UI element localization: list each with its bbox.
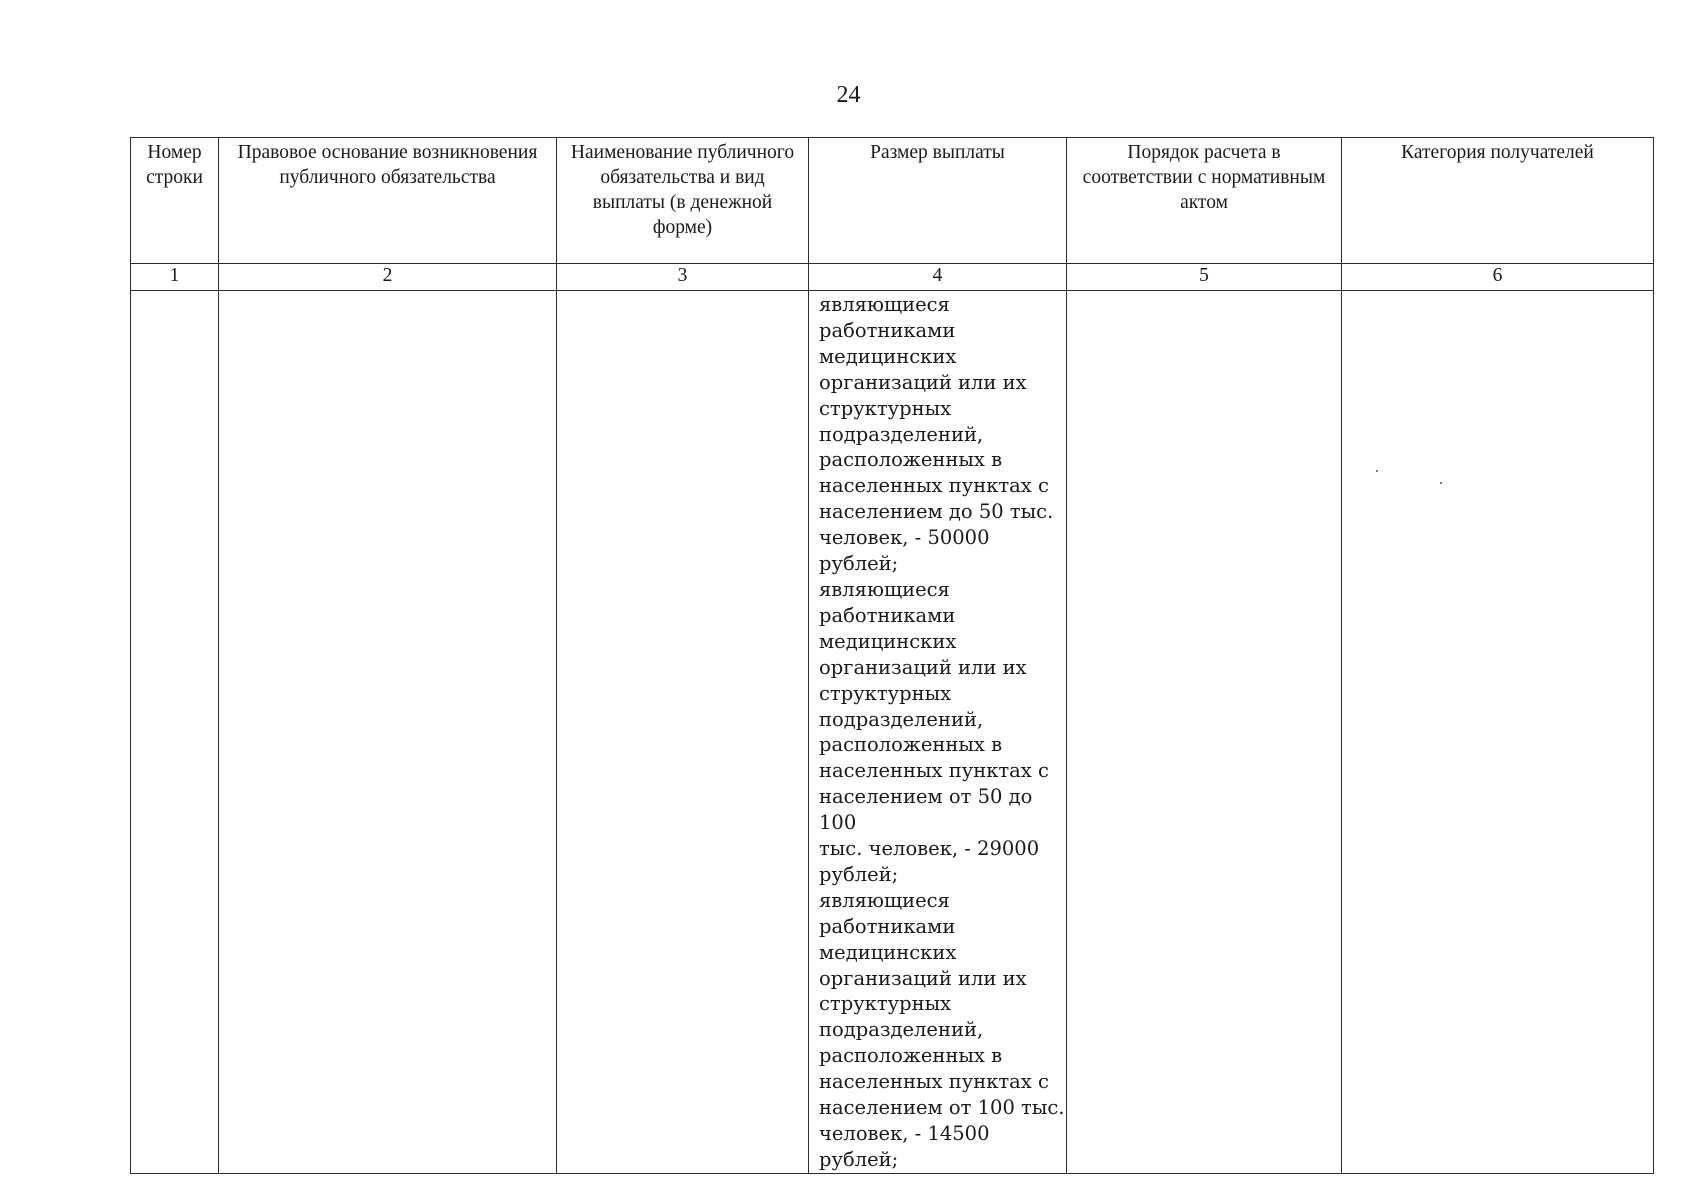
column-number: 5: [1067, 264, 1342, 291]
payment-size-item: являющиеся работниками медицинских организаций или их структурных подразделений, расположенных в населенных пунктах с населением до 50 тыс. человек, - 50000 рублей;: [819, 293, 1054, 576]
payments-table: [130, 137, 1654, 1174]
column-number: 6: [1342, 264, 1654, 291]
column-number: 2: [219, 264, 557, 291]
header-obligation-name: Наименование публичного обязательства и вид выплаты (в денежной форме): [557, 138, 809, 264]
scan-speck: [1376, 470, 1378, 472]
column-number: 4: [809, 264, 1067, 291]
payment-size-item: являющиеся работниками медицинских организаций или их структурных подразделений, расположенных в населенных пунктах с населением от 100 тыс. человек, - 14500 рублей;: [819, 888, 1065, 1171]
cell-row-number: [131, 291, 219, 1174]
header-payment-size: Размер выплаты: [809, 138, 1067, 264]
scan-speck: [1440, 482, 1442, 484]
header-legal-basis: Правовое основание возникновения публичного обязательства: [219, 138, 557, 264]
cell-payment-size: [809, 291, 1067, 1174]
table-header-row: [131, 138, 1654, 264]
cell-recipient-category: [1342, 291, 1654, 1174]
cell-calculation-procedure: [1067, 291, 1342, 1174]
column-number: 3: [557, 264, 809, 291]
header-recipient-category: Категория получателей: [1342, 138, 1654, 264]
page-number: 24: [836, 82, 861, 108]
payment-size-item: являющиеся работниками медицинских организаций или их структурных подразделений, расположенных в населенных пунктах с населением от 50 до 100 тыс. человек, - 29000 рублей;: [819, 577, 1049, 886]
header-calculation-procedure: Порядок расчета в соответствии с нормативным актом: [1067, 138, 1342, 264]
column-number-row: [131, 264, 1654, 291]
header-row-number: Номер строки: [131, 138, 219, 264]
cell-legal-basis: [219, 291, 557, 1174]
table-row: [131, 291, 1654, 1174]
column-number: 1: [131, 264, 219, 291]
cell-obligation-name: [557, 291, 809, 1174]
